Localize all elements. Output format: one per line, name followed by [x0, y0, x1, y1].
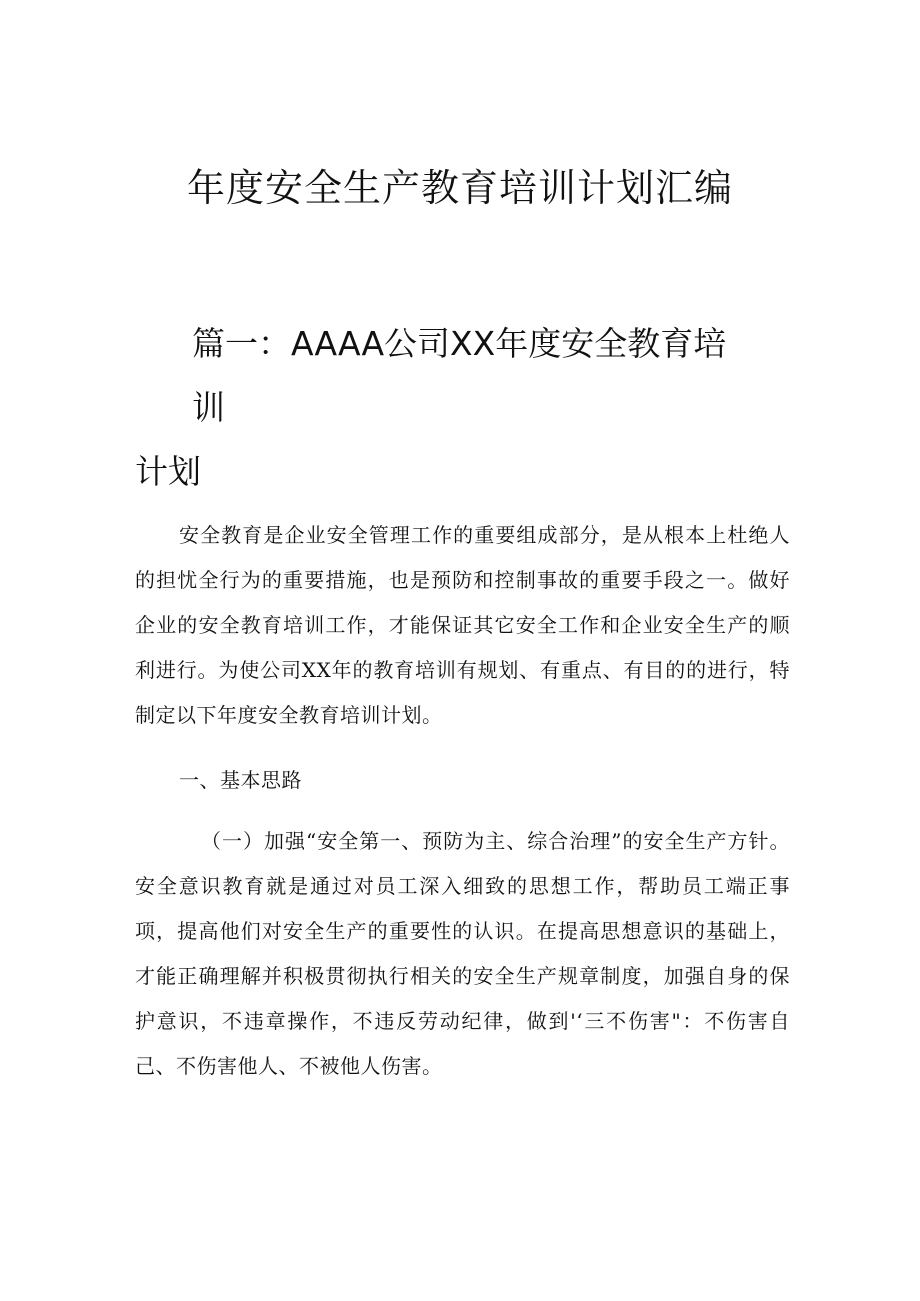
section-title-line1: 篇一：AAAA公司XX年度安全教育培训 — [192, 324, 727, 427]
heading-basic-ideas: 一、基本思路 — [179, 768, 302, 792]
document-title: 年度安全生产教育培训计划汇编 — [186, 166, 733, 210]
section-title-line2: 计划 — [135, 452, 201, 491]
intro-paragraph: 安全教育是企业安全管理工作的重要组成部分，是从根本上杜绝人的担忧全行为的重要措施，也是预防和控制事故的重要手段之一。做好企业的安全教育培训工作，才能保证其它安全工作和企业安全生产的顺利进行。为使公司XX年的教育培训有规划、有重点、有目的的进行，特制定以下年度安全教育培训计划。 — [135, 523, 790, 727]
section-title — [135, 312, 735, 504]
paragraph-safety-awareness: （一）加强“安全第一、预防为主、综合治理”的安全生产方针。安全意识教育就是通过对员工深入细致的思想工作，帮助员工端正事项，提高他们对安全生产的重要性的认识。在提高思想意识的基础上，才能正确理解并积极贯彻执行相关的安全生产规章制度，加强自身的保护意识，不违章操作，不违反劳动纪律，做到'‘三不伤害"：不伤害自己、不伤害他人、不被他人伤害。 — [135, 829, 790, 1078]
